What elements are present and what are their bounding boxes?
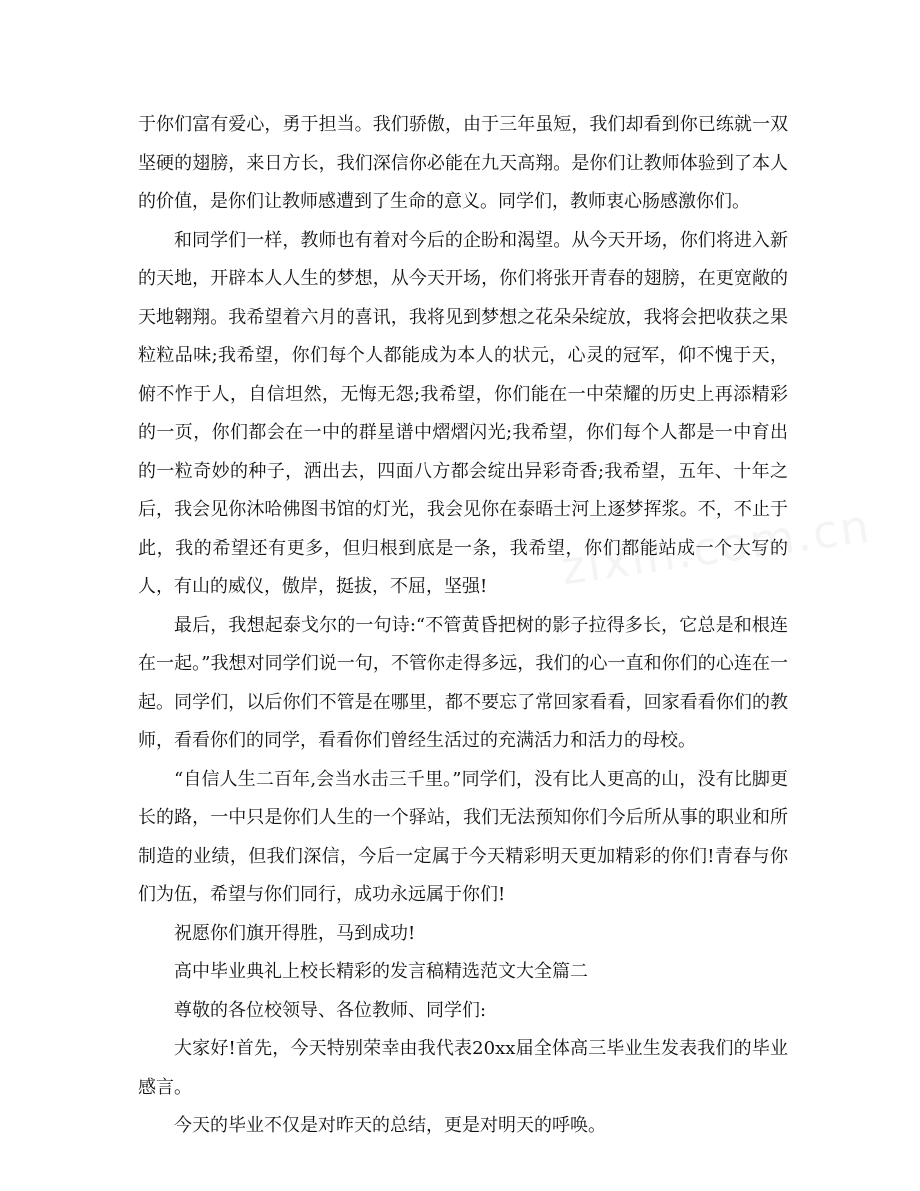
paragraph-continuation: 于你们富有爱心，勇于担当。我们骄傲，由于三年虽短，我们却看到你已练就一双坚硬的翅膀，来日方长，我们深信你必能在九天高翔。是你们让教师体验到了本人的价值，是你们让教师感遭到了生命的意义。同学们，教师衷心肠感激你们。 bbox=[138, 114, 788, 212]
paragraph-confidence: “自信人生二百年,会当水击三千里。”同学们，没有比人更高的山，没有比脚更长的路，一中只是你们人生的一个驿站，我们无法预知你们今后所从事的职业和所制造的业绩，但我们深信，今后一定属于今天精彩明天更加精彩的你们!青春与你们为伍，希望与你们同行，成功永远属于你们! bbox=[138, 768, 788, 905]
salutation: 尊敬的各位校领导、各位教师、同学们: bbox=[174, 999, 487, 1021]
paragraph-teacher-hopes: 和同学们一样，教师也有着对今后的企盼和渴望。从今天开场，你们将进入新的天地，开辟本人人生的梦想，从今天开场，你们将张开青春的翅膀，在更宽敞的天地翱翔。我希望着六月的喜讯，我将见到梦想之花朵朵绽放，我将会把收获之果粒粒品味;我希望，你们每个人都能成为本人的状元，心灵的冠军，仰不愧于天，俯不怍于人，自信坦然，无悔无怨;我希望，你们能在一中荣耀的历史上再添精彩的一页，你们都会在一中的群星谱中熠熠闪光;我希望，你们每个人都是一中育出的一粒奇妙的种子，洒出去，四面八方都会绽出异彩奇香;我希望，五年、十年之后，我会见你沐哈佛图书馆的灯光，我会见你在泰晤士河上逐梦挥浆。不，不止于此，我的希望还有更多，但归根到底是一条，我希望，你们都能站成一个大写的人，有山的威仪，傲岸，挺拔，不屈，坚强! bbox=[138, 229, 788, 597]
section-heading: 高中毕业典礼上校长精彩的发言稿精选范文大全篇二 bbox=[174, 961, 588, 982]
document-body bbox=[138, 106, 788, 1146]
paragraph-tagore-quote: 最后，我想起泰戈尔的一句诗:“不管黄昏把树的影子拉得多长，它总是和根连在一起。”我想对同学们说一句，不管你走得多远，我们的心一直和你们的心连在一起。同学们，以后你们不管是在哪里，都不要忘了常回家看看，回家看看你们的教师，看看你们的同学，看看你们曾经生活过的充满活力和活力的母校。 bbox=[138, 614, 788, 751]
paragraph-blessing: 祝愿你们旗开得胜，马到成功! bbox=[174, 922, 416, 944]
paragraph-greeting: 大家好!首先，今天特别荣幸由我代表20xx届全体高三毕业生发表我们的毕业感言。 bbox=[138, 1038, 788, 1098]
paragraph-graduation: 今天的毕业不仅是对昨天的总结，更是对明天的呼唤。 bbox=[174, 1115, 606, 1136]
